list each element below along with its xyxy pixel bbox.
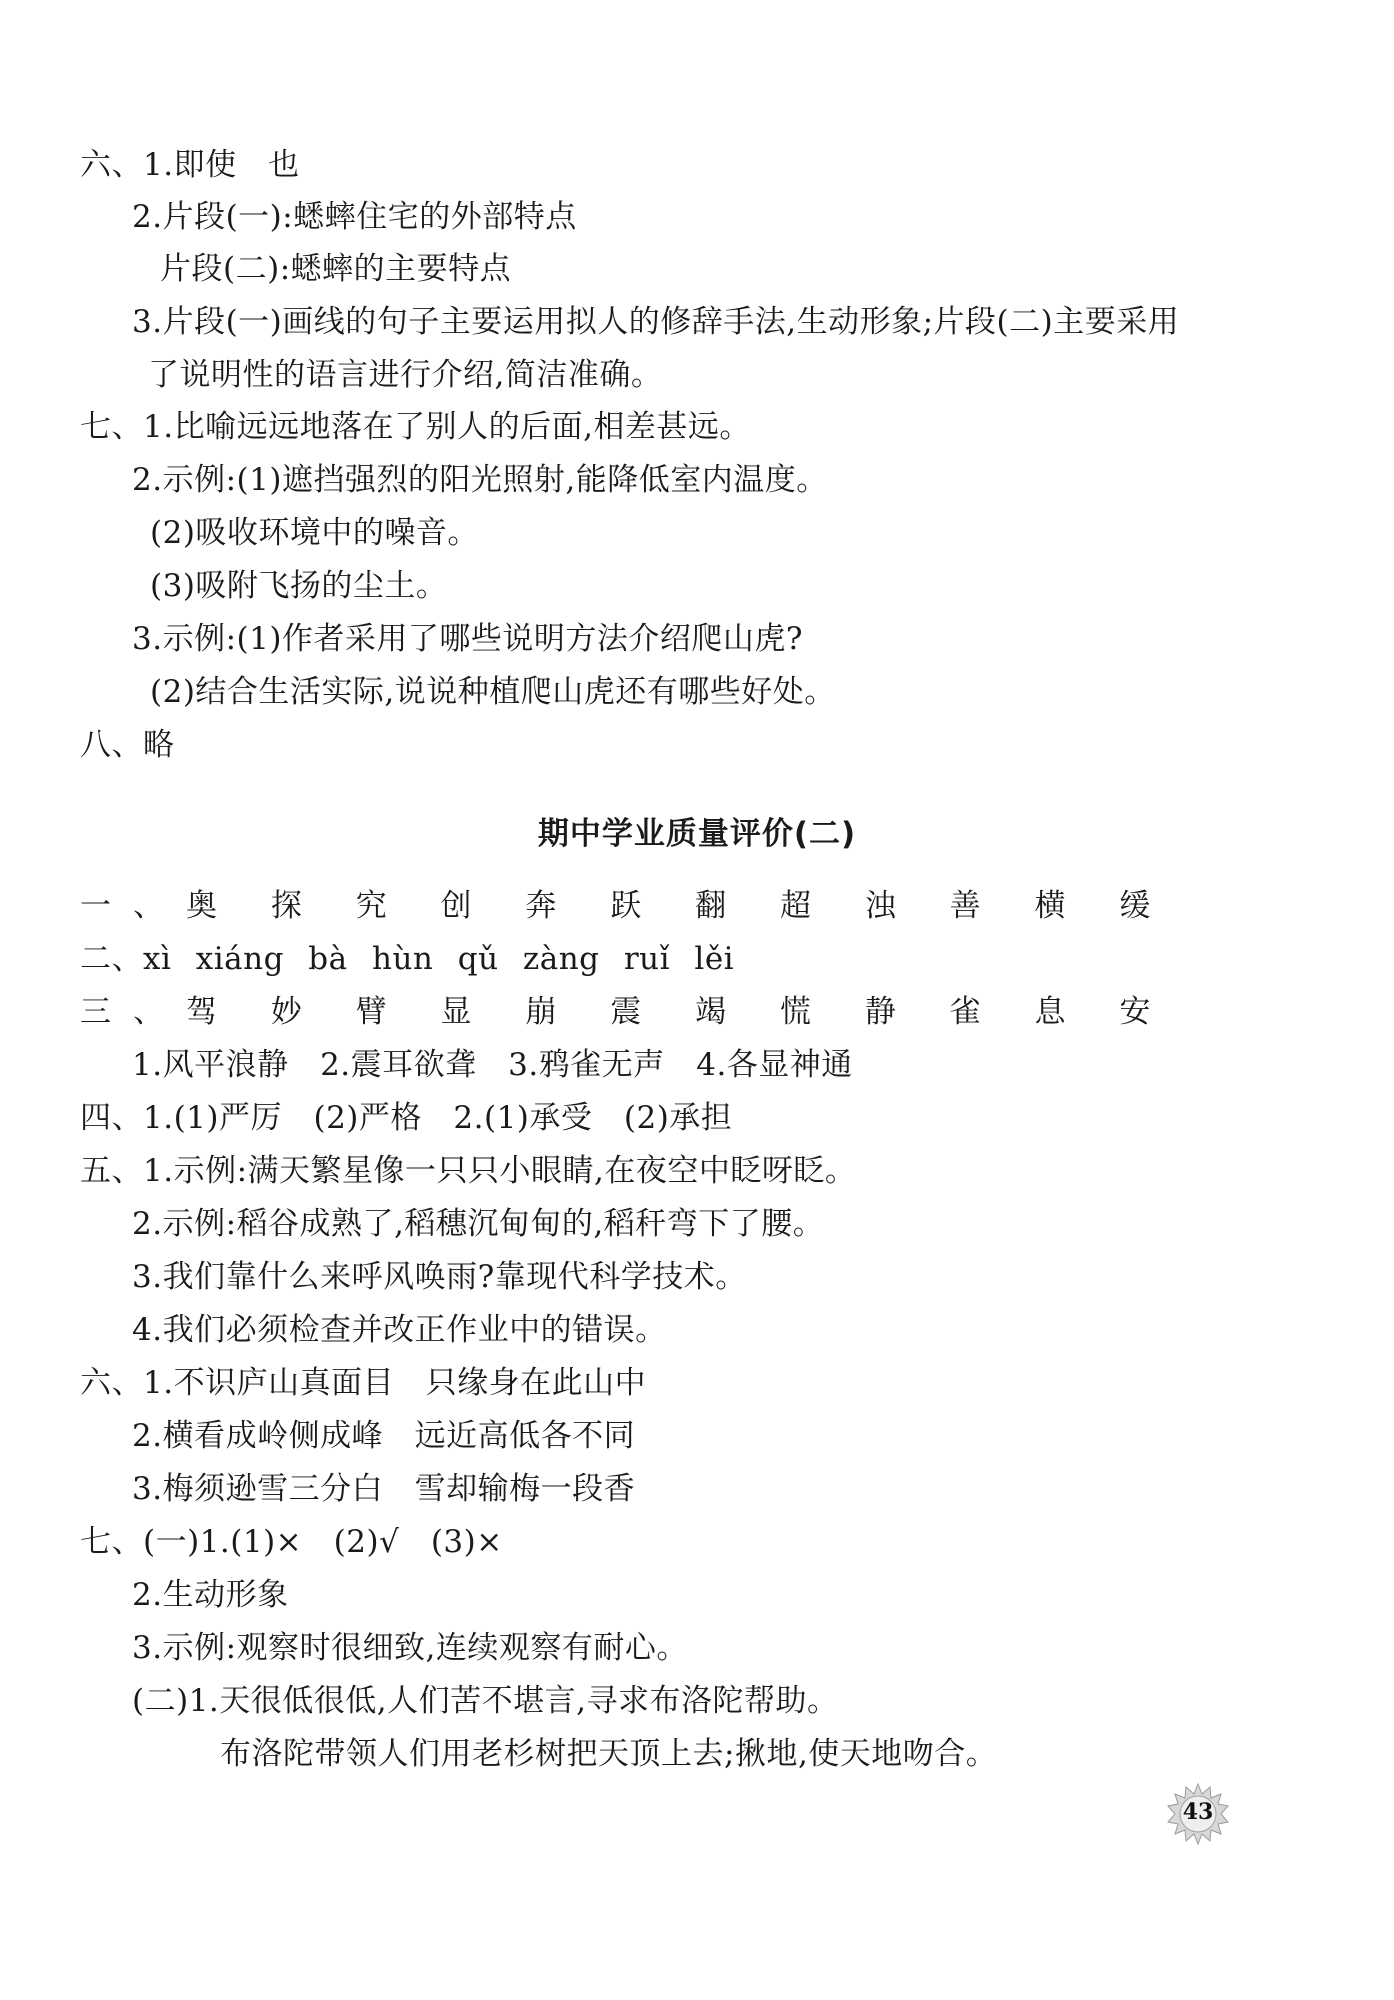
page-number-badge: [1166, 1782, 1230, 1846]
answer-line: (3)吸附飞扬的尘土。: [150, 568, 448, 604]
answer-line: 片段(二):蟋蟀的主要特点: [160, 251, 512, 287]
answer-line: 四、1.(1)严厉 (2)严格 2.(1)承受 (2)承担: [80, 1100, 733, 1136]
answer-line: 2.片段(一):蟋蟀住宅的外部特点: [132, 199, 577, 235]
answer-line: 了说明性的语言进行介绍,简洁准确。: [148, 357, 663, 393]
answer-line: 七、(一)1.(1)× (2)√ (3)×: [80, 1524, 503, 1560]
answer-line: 五、1.示例:满天繁星像一只只小眼睛,在夜空中眨呀眨。: [80, 1153, 857, 1189]
answer-line: 2.示例:稻谷成熟了,稻穗沉甸甸的,稻秆弯下了腰。: [132, 1206, 825, 1242]
answer-line: (2)结合生活实际,说说种植爬山虎还有哪些好处。: [150, 674, 836, 710]
answer-line: 3.片段(一)画线的句子主要运用拟人的修辞手法,生动形象;片段(二)主要采用: [132, 304, 1180, 340]
answer-line: (二)1.天很低很低,人们苦不堪言,寻求布洛陀帮助。: [132, 1683, 839, 1719]
page-number: 43: [1182, 1799, 1214, 1825]
answer-line: 布洛陀带领人们用老杉树把天顶上去;揪地,使天地吻合。: [220, 1736, 998, 1772]
answer-line: 3.梅须逊雪三分白 雪却输梅一段香: [132, 1471, 636, 1507]
answer-line: 六、1.即使 也: [80, 147, 300, 183]
answer-line: 2.示例:(1)遮挡强烈的阳光照射,能降低室内温度。: [132, 462, 828, 498]
answer-line: 八、略: [80, 727, 175, 763]
answer-line: 3.我们靠什么来呼风唤雨?靠现代科学技术。: [132, 1259, 747, 1295]
section-title: 期中学业质量评价(二): [537, 816, 857, 852]
answer-line: 一、奥 探 究 创 奔 跃 翻 超 浊 善 横 缓: [80, 888, 1173, 924]
answer-line: 二、xì xiáng bà hùn qǔ zàng ruǐ lěi: [80, 941, 735, 977]
answer-line: 三、驾 妙 臂 显 崩 震 竭 慌 静 雀 息 安: [80, 994, 1173, 1030]
answer-line: 2.生动形象: [132, 1577, 289, 1613]
answer-line: 1.风平浪静 2.震耳欲聋 3.鸦雀无声 4.各显神通: [132, 1047, 853, 1083]
answer-line: 六、1.不识庐山真面目 只缘身在此山中: [80, 1365, 647, 1401]
answer-line: 七、1.比喻远远地落在了别人的后面,相差甚远。: [80, 409, 751, 445]
answer-line: (2)吸收环境中的噪音。: [150, 515, 479, 551]
answer-line: 3.示例:观察时很细致,连续观察有耐心。: [132, 1630, 688, 1666]
answer-line: 2.横看成岭侧成峰 远近高低各不同: [132, 1418, 636, 1454]
answer-line: 3.示例:(1)作者采用了哪些说明方法介绍爬山虎?: [132, 621, 804, 657]
answer-line: 4.我们必须检查并改正作业中的错误。: [132, 1312, 667, 1348]
